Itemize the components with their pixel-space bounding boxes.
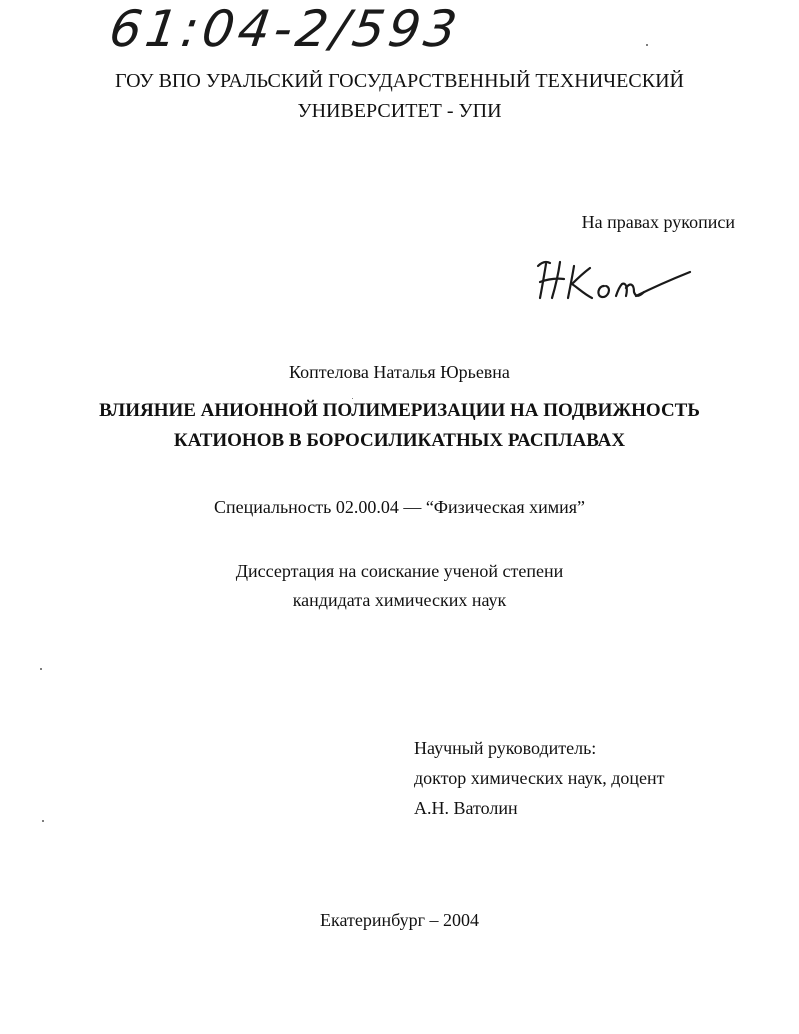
scan-speck xyxy=(352,398,353,399)
manuscript-note: На правах рукописи xyxy=(581,212,735,232)
author-name: Коптелова Наталья Юрьевна xyxy=(289,362,510,382)
handwritten-signature xyxy=(536,252,696,312)
dissertation-title-line-2: КАТИОНОВ В БОРОСИЛИКАТНЫХ РАСПЛАВАХ xyxy=(173,430,626,451)
advisor-label: Научный руководитель: xyxy=(414,738,597,758)
scan-speck xyxy=(42,820,44,822)
dissertation-title-line-1: ВЛИЯНИЕ АНИОННОЙ ПОЛИМЕРИЗАЦИИ НА ПОДВИЖНОСТЬ xyxy=(99,400,700,421)
archive-number-handwritten: 61:04-2/593 xyxy=(105,0,465,58)
advisor-degree: доктор химических наук, доцент xyxy=(414,768,665,788)
degree-line-2: кандидата химических наук xyxy=(292,590,507,610)
scan-speck xyxy=(40,668,42,670)
organization-line-1: ГОУ ВПО УРАЛЬСКИЙ ГОСУДАРСТВЕННЫЙ ТЕХНИЧЕСКИЙ xyxy=(115,70,684,92)
specialty-line: Специальность 02.00.04 — “Физическая химия” xyxy=(213,497,586,517)
organization-line-2: УНИВЕРСИТЕТ - УПИ xyxy=(297,100,502,122)
city-year: Екатеринбург – 2004 xyxy=(320,910,479,930)
scan-speck xyxy=(646,44,648,46)
degree-line-1: Диссертация на соискание ученой степени xyxy=(235,561,564,581)
advisor-name: А.Н. Ватолин xyxy=(414,798,518,818)
